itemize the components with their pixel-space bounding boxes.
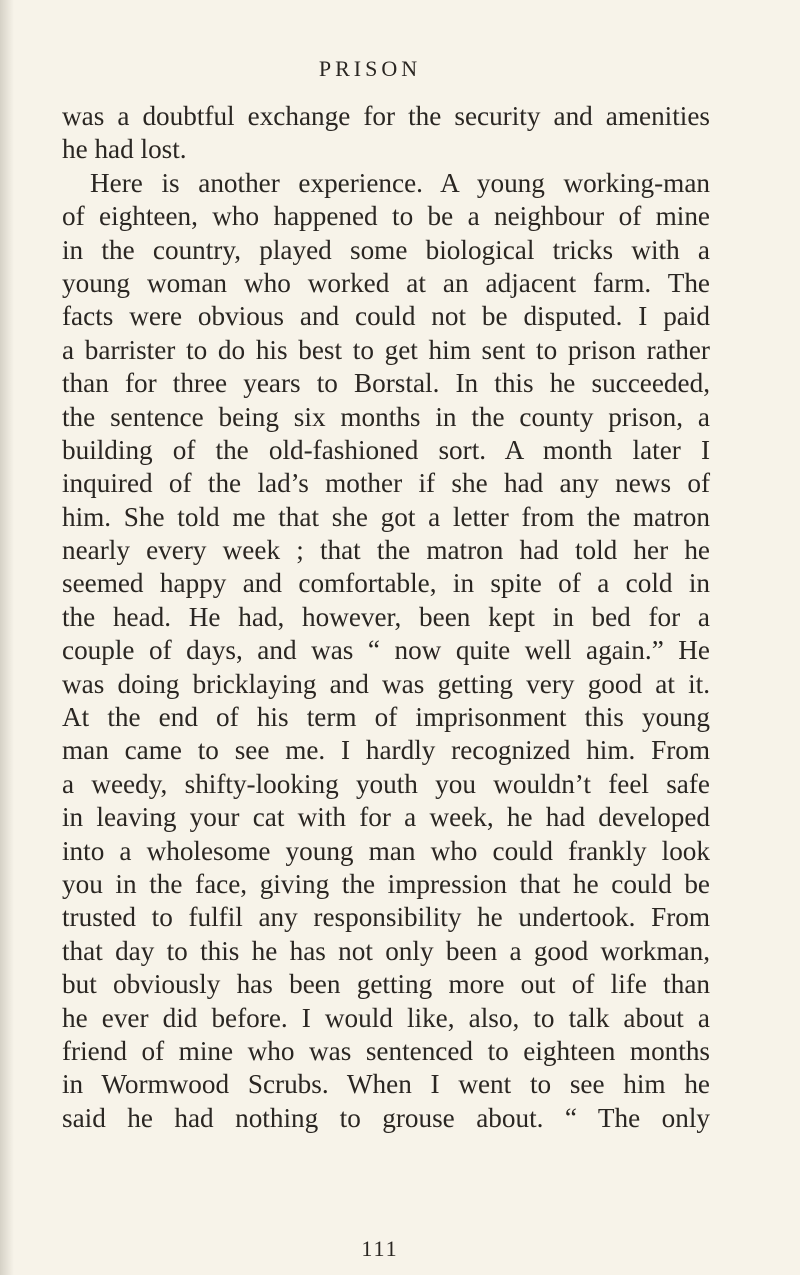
text-line: nearly every week ; that the matron had told her he [62,535,710,566]
text-line: he had lost. [62,134,187,165]
text-line: him. She told me that she got a letter from the matron [62,501,710,532]
text-line: At the end of his term of imprisonment this young [62,702,710,733]
text-line: that day to this he has not only been a good workman, [62,935,710,966]
text-line: couple of days, and was “ now quite well again.” He [62,635,710,666]
text-line: was doing bricklaying and was getting very good at it. [62,668,710,699]
text-line: friend of mine who was sentenced to eighteen months [62,1035,710,1066]
text-line: building of the old-fashioned sort. A month later I [62,434,710,465]
text-line: young woman who worked at an adjacent farm. The [62,267,710,298]
text-line: into a wholesome young man who could frankly look [62,835,710,866]
text-line: man came to see me. I hardly recognized him. From [62,735,710,766]
text-line: facts were obvious and could not be disputed. I paid [62,301,710,332]
text-line: seemed happy and comfortable, in spite of a cold in [62,568,710,599]
text-line: a barrister to do his best to get him sent to prison rather [62,334,710,365]
spine-shadow [0,0,14,1275]
text-line: a weedy, shifty-looking youth you wouldn’t feel safe [62,768,710,799]
text-line: he ever did before. I would like, also, to talk about a [62,1002,710,1033]
text-line: but obviously has been getting more out of life than [62,969,710,1000]
text-line: Here is another experience. A young working-man [90,167,710,198]
running-head: PRISON [318,56,422,81]
text-line: was a doubtful exchange for the security and amenities [62,101,710,131]
text-line: you in the face, giving the impression that he could be [62,868,710,899]
text-line: inquired of the lad’s mother if she had any news of [62,468,710,499]
text-line: the head. He had, however, been kept in bed for a [62,601,710,632]
text-line: in the country, played some biological tricks with a [62,234,710,265]
text-line: said he had nothing to grouse about. “ The only [62,1102,710,1133]
text-line: in leaving your cat with for a week, he had developed [62,802,710,833]
text-line: the sentence being six months in the county prison, a [62,401,710,432]
text-line: of eighteen, who happened to be a neighbour of mine [62,201,710,232]
text-line: than for three years to Borstal. In this he succeeded, [62,368,710,399]
body-text [62,100,710,1135]
page-number: 111 [361,1236,399,1261]
text-line: in Wormwood Scrubs. When I went to see him he [62,1069,710,1100]
text-line: trusted to fulfil any responsibility he undertook. From [62,902,710,933]
